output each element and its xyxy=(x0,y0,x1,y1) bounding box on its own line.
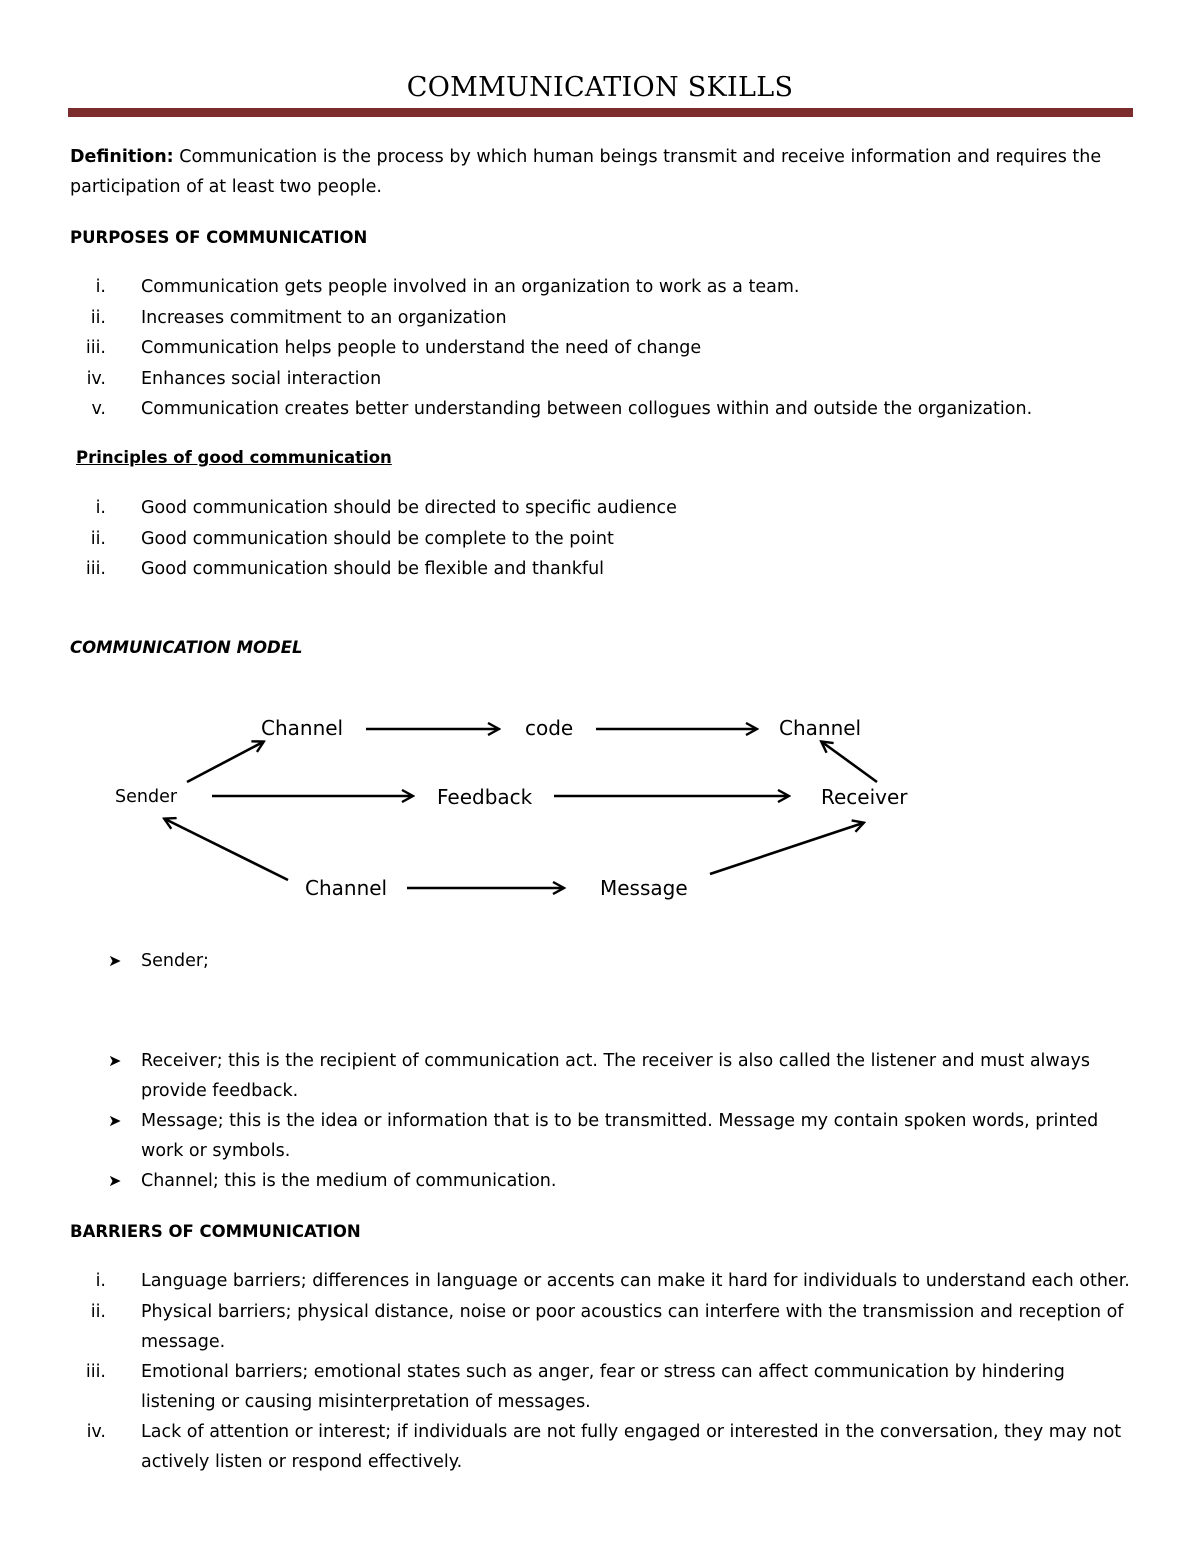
list-text: Enhances social interaction xyxy=(141,368,382,389)
list-text: Emotional barriers; emotional states such as anger, fear or stress can affect communication by hindering listening or causing misinterpretation of messages. xyxy=(141,1361,1065,1412)
list-text: Language barriers; differences in language or accents can make it hard for individuals to understand each other. xyxy=(141,1271,1130,1291)
list-number: iii. xyxy=(85,1361,106,1382)
elements-list-first xyxy=(0,946,1200,976)
elements-list xyxy=(0,1046,1200,1196)
purposes-heading: PURPOSES OF COMMUNICATION xyxy=(70,228,368,247)
node-code: code xyxy=(525,716,574,740)
arrow-message-to-receiver xyxy=(710,823,863,874)
node-channel-bottom: Channel xyxy=(305,876,388,900)
list-text: Physical barriers; physical distance, noise or poor acoustics can interfere with the transmission and reception of message. xyxy=(141,1301,1124,1352)
arrow-receiver-to-channel xyxy=(822,742,877,782)
list-item xyxy=(0,1417,1200,1477)
list-text: Message; this is the idea or information that is to be transmitted. Message my contain spoken words, printed work or symbols. xyxy=(141,1111,1099,1161)
arrow-bullet-icon: ➤ xyxy=(108,951,122,970)
list-text: Increases commitment to an organization xyxy=(141,307,507,328)
list-text: Sender; xyxy=(141,951,209,971)
list-number: ii. xyxy=(90,1301,106,1322)
node-message: Message xyxy=(600,876,688,900)
list-item xyxy=(0,524,1200,555)
list-item xyxy=(0,333,1200,364)
arrow-channel-to-sender xyxy=(165,819,288,880)
list-item xyxy=(0,1166,1200,1196)
list-item xyxy=(0,1266,1200,1297)
arrow-bullet-icon: ➤ xyxy=(108,1051,122,1070)
node-sender: Sender xyxy=(115,787,178,807)
definition-text: Communication is the process by which human beings transmit and receive information and requires the participation of at least two people. xyxy=(70,147,1102,197)
barriers-heading: BARRIERS OF COMMUNICATION xyxy=(70,1222,361,1241)
list-number: i. xyxy=(95,1271,106,1291)
title-rule xyxy=(68,108,1133,117)
list-number: ii. xyxy=(90,528,106,549)
list-text: Good communication should be directed to specific audience xyxy=(141,498,677,518)
list-item xyxy=(0,1106,1200,1166)
list-text: Communication helps people to understand the need of change xyxy=(141,338,702,358)
list-number: v. xyxy=(91,399,106,419)
list-number: i. xyxy=(95,277,106,297)
list-number: ii. xyxy=(90,307,106,328)
list-item xyxy=(0,1357,1200,1417)
arrow-bullet-icon: ➤ xyxy=(108,1111,122,1130)
list-item xyxy=(0,364,1200,395)
list-number: iii. xyxy=(85,338,106,358)
list-item xyxy=(0,946,1200,976)
list-text: Good communication should be complete to the point xyxy=(141,528,614,549)
principles-heading: Principles of good communication xyxy=(76,448,392,467)
arrow-sender-to-channel xyxy=(187,742,263,782)
list-item xyxy=(0,1046,1200,1106)
communication-model-diagram xyxy=(0,690,1200,920)
list-item xyxy=(0,394,1200,425)
principles-list xyxy=(0,493,1200,585)
node-channel-top-right: Channel xyxy=(779,716,862,740)
definition-paragraph xyxy=(70,142,1130,202)
list-item xyxy=(0,493,1200,524)
list-item xyxy=(0,303,1200,334)
list-text: Lack of attention or interest; if individuals are not fully engaged or interested in the conversation, they may not actively listen or respond effectively. xyxy=(141,1421,1122,1472)
purposes-list xyxy=(0,272,1200,425)
list-item xyxy=(0,1297,1200,1357)
barriers-list xyxy=(0,1266,1200,1477)
list-text: Good communication should be flexible and thankful xyxy=(141,559,605,579)
node-feedback: Feedback xyxy=(437,785,533,809)
node-receiver: Receiver xyxy=(821,785,908,809)
list-text: Receiver; this is the recipient of communication act. The receiver is also called the listener and must always provide feedback. xyxy=(141,1051,1090,1101)
list-text: Communication gets people involved in an organization to work as a team. xyxy=(141,277,800,297)
list-item xyxy=(0,554,1200,585)
list-number: i. xyxy=(95,498,106,518)
page-title: COMMUNICATION SKILLS xyxy=(406,72,794,103)
model-heading: COMMUNICATION MODEL xyxy=(70,638,303,657)
list-number: iv. xyxy=(86,1421,106,1442)
definition-label: Definition: xyxy=(70,147,174,167)
list-item xyxy=(0,272,1200,303)
list-number: iii. xyxy=(85,559,106,579)
list-text: Communication creates better understanding between collogues within and outside the organization. xyxy=(141,399,1033,419)
list-text: Channel; this is the medium of communication. xyxy=(141,1171,557,1191)
node-channel-top-left: Channel xyxy=(261,716,344,740)
arrow-bullet-icon: ➤ xyxy=(108,1171,122,1190)
list-number: iv. xyxy=(86,368,106,389)
